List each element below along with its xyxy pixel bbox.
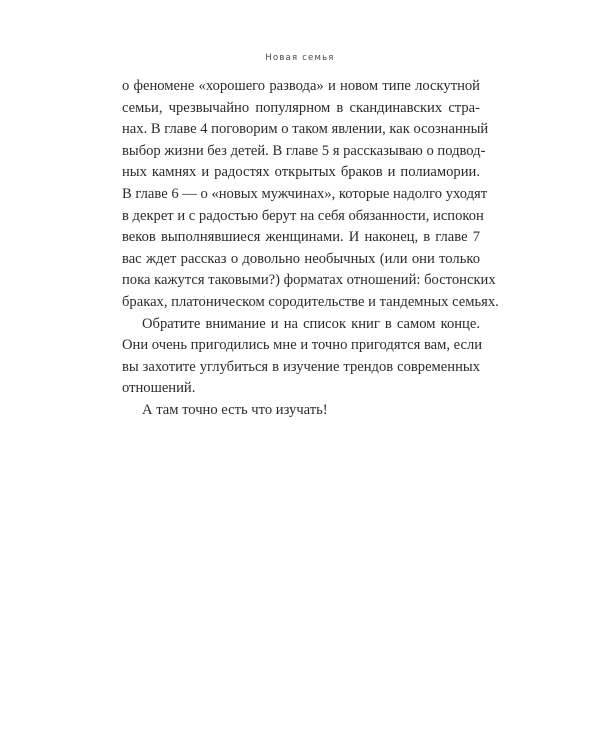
text-line: семьи, чрезвычайно популярном в скандинавских стра-: [122, 99, 480, 116]
text-line: ных камнях и радостях открытых браков и полиамории.: [122, 164, 480, 181]
text-line: вас ждет рассказ о довольно необычных (или они только: [122, 250, 480, 267]
text-line: браках, платоническом сородительстве и тандемных семьях.: [122, 293, 499, 310]
text-line: В главе 6 — о «новых мужчинах», которые надолго уходят: [122, 185, 488, 202]
text-line: выбор жизни без детей. В главе 5 я рассказываю о подвод-: [122, 142, 486, 159]
text-line: А там точно есть что изучать!: [142, 401, 328, 418]
paragraph: [122, 314, 483, 400]
text-line: Они очень пригодились мне и точно пригодятся вам, если: [122, 337, 483, 354]
text-line: в декрет и с радостью берут на себя обязанности, испокон: [122, 207, 484, 224]
text-line: веков выполнявшиеся женщинами. И наконец, в главе 7: [122, 229, 480, 246]
text-line: Обратите внимание и на список книг в самом конце.: [142, 315, 480, 332]
body-text: [122, 76, 499, 422]
text-line: пока кажутся таковыми?) форматах отношений: бостонских: [122, 272, 496, 289]
text-line: отношений.: [122, 380, 196, 397]
text-line: нах. В главе 4 поговорим о таком явлении, как осознанный: [122, 121, 489, 138]
paragraph: [122, 400, 480, 422]
running-head: Новая семья: [265, 53, 335, 63]
paragraph: [122, 76, 499, 314]
text-line: вы захотите углубиться в изучение трендов современных: [122, 358, 480, 375]
text-line: о феномене «хорошего развода» и новом типе лоскутной: [122, 78, 480, 94]
